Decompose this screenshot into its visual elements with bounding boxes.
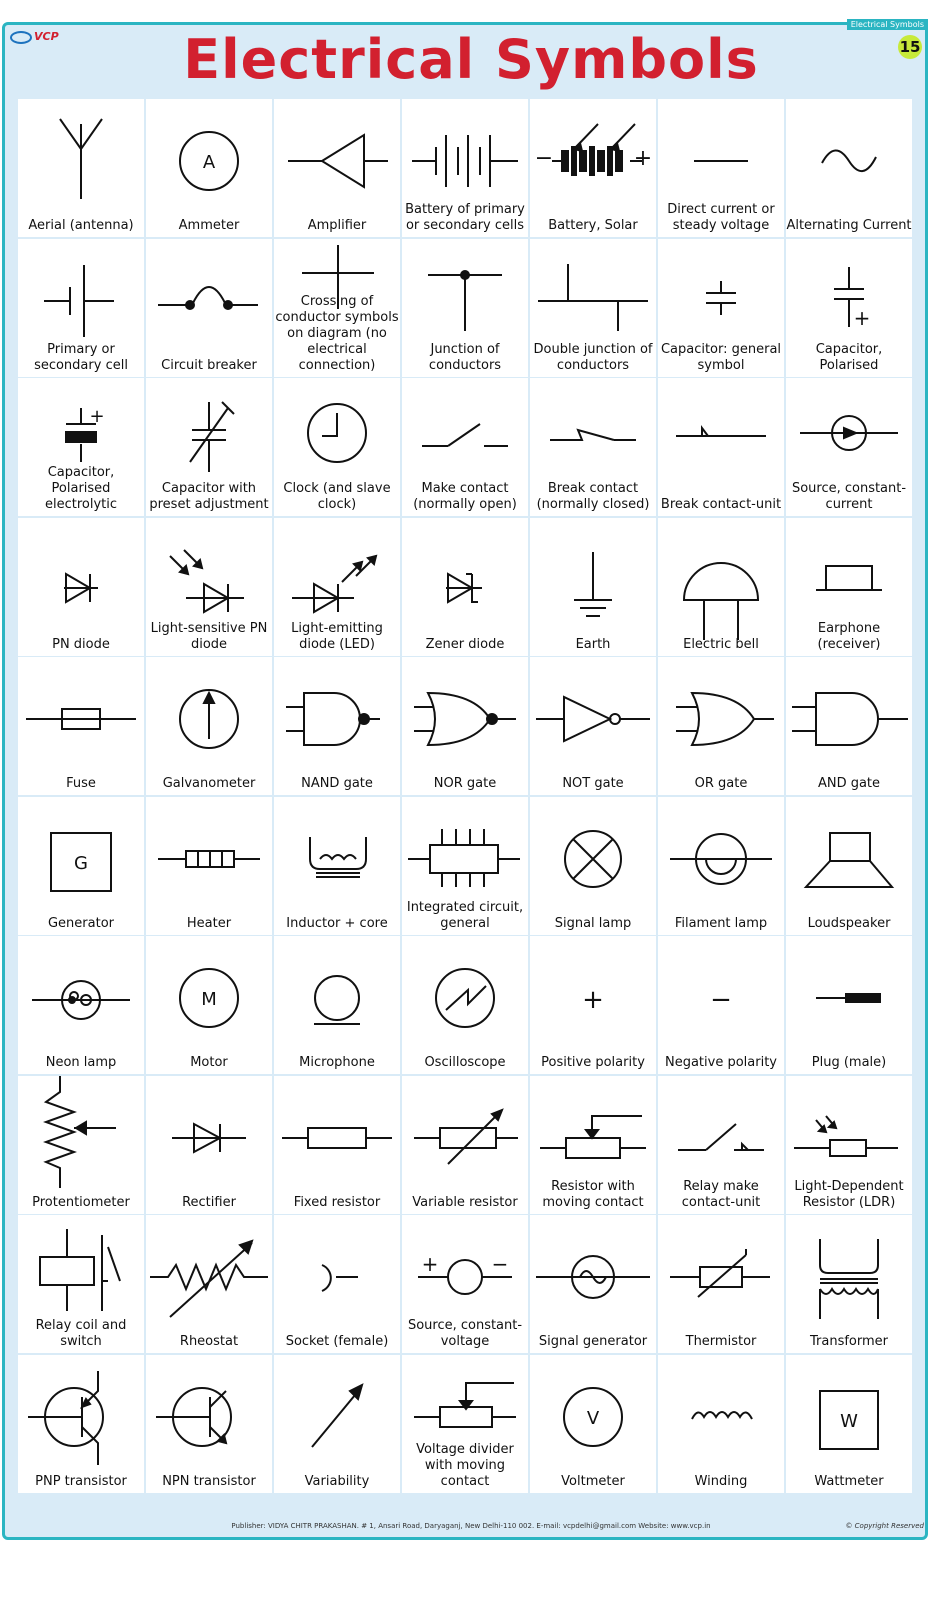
symbol-label-voltage-divider: Voltage divider with moving contact bbox=[416, 1441, 514, 1489]
rectifier-icon bbox=[146, 1076, 272, 1214]
socket-female-icon bbox=[274, 1215, 400, 1353]
symbol-cell-resistor-moving-contact bbox=[530, 1076, 656, 1214]
symbol-cell-microphone bbox=[274, 936, 400, 1074]
symbol-label-potentiometer: Protentiometer bbox=[32, 1194, 130, 1210]
transformer-icon bbox=[786, 1215, 912, 1353]
symbol-cell-motor bbox=[146, 936, 272, 1074]
capacitor-electrolytic-glyph-plus: + bbox=[89, 406, 105, 427]
symbol-cell-electric-bell bbox=[658, 518, 784, 656]
symbol-label-motor: Motor bbox=[190, 1055, 228, 1070]
capacitor-polarised-glyph-plus: + bbox=[853, 305, 871, 330]
variable-resistor-icon bbox=[402, 1076, 528, 1214]
oscilloscope-icon bbox=[402, 936, 528, 1074]
battery-solar-glyph-plus: + bbox=[633, 146, 653, 171]
wattmeter-glyph: W bbox=[840, 1410, 858, 1432]
electric-bell-icon bbox=[658, 518, 784, 656]
symbol-grid bbox=[18, 99, 928, 1519]
symbol-cell-galvanometer bbox=[146, 657, 272, 795]
potentiometer-icon bbox=[18, 1076, 144, 1214]
alternating-current-icon bbox=[786, 99, 912, 237]
galvanometer-icon bbox=[146, 657, 272, 795]
inductor-core-icon bbox=[274, 797, 400, 935]
symbol-cell-integrated-circuit bbox=[402, 797, 528, 935]
symbol-label-make-contact: Make contact (normally open) bbox=[413, 481, 517, 512]
voltmeter-icon bbox=[530, 1355, 656, 1493]
amplifier-icon bbox=[274, 99, 400, 237]
symbol-cell-source-constant-current bbox=[786, 378, 912, 516]
symbol-label-crossing-conductors: Crossing of conductor symbols on diagram (no electrical connection) bbox=[275, 293, 399, 373]
symbol-label-zener-diode: Zener diode bbox=[425, 636, 505, 652]
symbol-label-galvanometer: Galvanometer bbox=[162, 776, 256, 791]
corner-tag: Electrical Symbols bbox=[847, 19, 928, 30]
source-constant-voltage-glyph-minus: − bbox=[491, 1252, 509, 1276]
negative-polarity-glyph: − bbox=[710, 985, 732, 1015]
symbol-cell-nor-gate bbox=[402, 657, 528, 795]
symbol-label-signal-lamp: Signal lamp bbox=[554, 915, 632, 931]
symbol-label-fuse: Fuse bbox=[66, 776, 96, 791]
symbol-cell-ammeter bbox=[146, 99, 272, 237]
symbol-label-pnp-transistor: PNP transistor bbox=[35, 1473, 127, 1489]
symbol-cell-source-constant-voltage bbox=[402, 1215, 528, 1353]
symbol-cell-inductor-core bbox=[274, 797, 400, 935]
voltmeter-glyph: V bbox=[586, 1407, 600, 1429]
symbol-cell-loudspeaker bbox=[786, 797, 912, 935]
symbol-cell-pnp-transistor bbox=[18, 1355, 144, 1493]
symbol-label-negative-polarity: Negative polarity bbox=[664, 1055, 777, 1070]
symbol-label-socket-female: Socket (female) bbox=[285, 1334, 389, 1349]
symbol-label-battery: Battery of primary or secondary cells bbox=[405, 202, 525, 233]
symbol-cell-direct-current bbox=[658, 99, 784, 237]
symbol-label-break-contact: Break contact (normally closed) bbox=[536, 481, 650, 512]
symbol-label-earphone: Earphone (receiver) bbox=[817, 620, 881, 652]
symbol-cell-clock bbox=[274, 378, 400, 516]
circuit-breaker-icon bbox=[146, 239, 272, 377]
symbol-label-ldr: Light-Dependent Resistor (LDR) bbox=[794, 1178, 904, 1210]
symbol-label-plug-male: Plug (male) bbox=[811, 1055, 887, 1070]
symbol-cell-generator bbox=[18, 797, 144, 935]
symbol-cell-capacitor-preset bbox=[146, 378, 272, 516]
symbol-cell-fuse bbox=[18, 657, 144, 795]
symbol-cell-aerial bbox=[18, 99, 144, 237]
symbol-label-variable-resistor: Variable resistor bbox=[412, 1194, 518, 1210]
aerial-icon bbox=[18, 99, 144, 237]
symbol-cell-battery-solar bbox=[530, 99, 656, 237]
and-gate-icon bbox=[786, 657, 912, 795]
symbol-label-circuit-breaker: Circuit breaker bbox=[161, 357, 257, 373]
symbol-label-winding: Winding bbox=[694, 1473, 748, 1489]
symbol-cell-alternating-current bbox=[786, 99, 912, 237]
symbol-label-source-constant-voltage: Source, constant-voltage bbox=[407, 1318, 523, 1349]
symbol-cell-primary-cell bbox=[18, 239, 144, 377]
zener-diode-icon bbox=[402, 518, 528, 656]
ammeter-icon bbox=[146, 99, 272, 237]
symbol-cell-positive-polarity bbox=[530, 936, 656, 1074]
symbol-cell-voltmeter bbox=[530, 1355, 656, 1493]
logo-text: VCP bbox=[34, 30, 59, 43]
symbol-label-rectifier: Rectifier bbox=[182, 1194, 236, 1210]
symbol-label-double-junction: Double junction of conductors bbox=[533, 341, 653, 373]
symbol-cell-thermistor bbox=[658, 1215, 784, 1353]
symbol-label-and-gate: AND gate bbox=[817, 776, 881, 791]
signal-lamp-icon bbox=[530, 797, 656, 935]
symbol-cell-break-contact-unit bbox=[658, 378, 784, 516]
symbol-label-microphone: Microphone bbox=[299, 1055, 375, 1070]
break-contact-unit-icon bbox=[658, 378, 784, 516]
motor-icon bbox=[146, 936, 272, 1074]
loudspeaker-icon bbox=[786, 797, 912, 935]
symbol-label-light-sensitive-diode: Light-sensitive PN diode bbox=[150, 620, 268, 652]
fuse-icon bbox=[18, 657, 144, 795]
wattmeter-icon bbox=[786, 1355, 912, 1493]
symbol-cell-capacitor-general bbox=[658, 239, 784, 377]
symbol-label-nor-gate: NOR gate bbox=[433, 776, 497, 791]
symbol-cell-led bbox=[274, 518, 400, 656]
symbol-label-signal-generator: Signal generator bbox=[538, 1334, 648, 1349]
symbol-label-source-constant-current: Source, constant-current bbox=[791, 481, 907, 512]
symbol-label-variability: Variability bbox=[304, 1473, 370, 1489]
symbol-cell-variable-resistor bbox=[402, 1076, 528, 1214]
symbol-cell-make-contact bbox=[402, 378, 528, 516]
symbol-label-or-gate: OR gate bbox=[694, 776, 748, 791]
pn-diode-icon bbox=[18, 518, 144, 656]
negative-polarity-icon bbox=[658, 936, 784, 1074]
symbol-cell-variability bbox=[274, 1355, 400, 1493]
neon-lamp-icon bbox=[18, 936, 144, 1074]
symbol-label-ammeter: Ammeter bbox=[178, 218, 240, 233]
symbol-label-pn-diode: PN diode bbox=[52, 636, 110, 652]
page-number: 15 bbox=[898, 35, 922, 59]
symbol-cell-double-junction bbox=[530, 239, 656, 377]
symbol-cell-negative-polarity bbox=[658, 936, 784, 1074]
nand-gate-icon bbox=[274, 657, 400, 795]
not-gate-icon bbox=[530, 657, 656, 795]
symbol-cell-ldr bbox=[786, 1076, 912, 1214]
symbol-label-clock: Clock (and slave clock) bbox=[283, 481, 391, 512]
symbol-cell-crossing-conductors bbox=[274, 239, 400, 377]
symbol-cell-signal-lamp bbox=[530, 797, 656, 935]
symbol-cell-neon-lamp bbox=[18, 936, 144, 1074]
symbol-cell-battery bbox=[402, 99, 528, 237]
rheostat-icon bbox=[146, 1215, 272, 1353]
symbol-label-alternating-current: Alternating Current bbox=[786, 218, 912, 233]
symbol-cell-capacitor-electrolytic bbox=[18, 378, 144, 516]
microphone-icon bbox=[274, 936, 400, 1074]
symbol-label-generator: Generator bbox=[47, 915, 114, 931]
source-constant-voltage-glyph-plus: + bbox=[421, 1252, 439, 1276]
symbol-cell-nand-gate bbox=[274, 657, 400, 795]
symbol-cell-transformer bbox=[786, 1215, 912, 1353]
symbol-label-wattmeter: Wattmeter bbox=[814, 1473, 884, 1489]
symbol-cell-potentiometer bbox=[18, 1076, 144, 1214]
symbol-label-oscilloscope: Oscilloscope bbox=[424, 1055, 506, 1070]
symbol-cell-filament-lamp bbox=[658, 797, 784, 935]
symbol-label-loudspeaker: Loudspeaker bbox=[807, 915, 891, 931]
symbol-label-amplifier: Amplifier bbox=[307, 218, 367, 233]
symbol-label-capacitor-general: Capacitor: general symbol bbox=[660, 341, 782, 373]
symbol-cell-junction-conductors bbox=[402, 239, 528, 377]
publisher-footer: Publisher: VIDYA CHITR PRAKASHAN. # 1, Ansari Road, Daryaganj, New Delhi-110 002. E-mail: vcpdelhi@gmail.com Website: www.vcp.in bbox=[231, 1522, 711, 1530]
symbol-label-primary-cell: Primary or secondary cell bbox=[34, 341, 128, 373]
symbol-label-nand-gate: NAND gate bbox=[301, 776, 373, 791]
symbol-label-capacitor-preset: Capacitor with preset adjustment bbox=[149, 481, 269, 512]
symbol-label-break-contact-unit: Break contact-unit bbox=[660, 497, 782, 512]
symbol-label-inductor-core: Inductor + core bbox=[286, 915, 388, 931]
symbol-label-npn-transistor: NPN transistor bbox=[162, 1473, 256, 1489]
symbol-cell-not-gate bbox=[530, 657, 656, 795]
symbol-cell-rectifier bbox=[146, 1076, 272, 1214]
symbol-label-transformer: Transformer bbox=[809, 1334, 888, 1349]
symbol-cell-oscilloscope bbox=[402, 936, 528, 1074]
symbol-label-integrated-circuit: Integrated circuit, general bbox=[406, 899, 524, 931]
symbol-label-electric-bell: Electric bell bbox=[683, 636, 759, 652]
symbol-label-thermistor: Thermistor bbox=[685, 1334, 757, 1349]
generator-glyph: G bbox=[74, 852, 88, 874]
symbol-cell-capacitor-polarised bbox=[786, 239, 912, 377]
page-title: Electrical Symbols bbox=[183, 28, 759, 91]
symbol-label-battery-solar: Battery, Solar bbox=[548, 218, 638, 233]
symbol-label-capacitor-polarised: Capacitor, Polarised bbox=[815, 341, 883, 373]
symbol-label-filament-lamp: Filament lamp bbox=[674, 915, 768, 931]
symbol-cell-earphone bbox=[786, 518, 912, 656]
positive-polarity-icon bbox=[530, 936, 656, 1074]
generator-icon bbox=[18, 797, 144, 935]
copyright: © Copyright Reserved bbox=[845, 1522, 924, 1530]
symbol-label-positive-polarity: Positive polarity bbox=[541, 1055, 645, 1070]
or-gate-icon bbox=[658, 657, 784, 795]
symbol-cell-plug-male bbox=[786, 936, 912, 1074]
symbol-cell-signal-generator bbox=[530, 1215, 656, 1353]
symbol-cell-relay-make-contact bbox=[658, 1076, 784, 1214]
symbol-label-relay-coil-switch: Relay coil and switch bbox=[35, 1318, 127, 1349]
pnp-transistor-icon bbox=[18, 1355, 144, 1493]
symbol-label-earth: Earth bbox=[575, 636, 611, 652]
symbol-cell-and-gate bbox=[786, 657, 912, 795]
symbol-label-voltmeter: Voltmeter bbox=[561, 1473, 625, 1489]
ammeter-glyph: A bbox=[202, 152, 216, 173]
symbol-cell-socket-female bbox=[274, 1215, 400, 1353]
battery-solar-icon bbox=[530, 99, 656, 237]
thermistor-icon bbox=[658, 1215, 784, 1353]
symbol-cell-heater bbox=[146, 797, 272, 935]
symbol-label-fixed-resistor: Fixed resistor bbox=[293, 1194, 381, 1210]
symbol-label-junction-conductors: Junction of conductors bbox=[428, 341, 502, 373]
fixed-resistor-icon bbox=[274, 1076, 400, 1214]
motor-glyph: M bbox=[201, 989, 217, 1010]
symbol-cell-npn-transistor bbox=[146, 1355, 272, 1493]
npn-transistor-icon bbox=[146, 1355, 272, 1493]
symbol-label-not-gate: NOT gate bbox=[562, 776, 624, 791]
symbol-label-resistor-moving-contact: Resistor with moving contact bbox=[542, 1178, 644, 1210]
symbol-cell-pn-diode bbox=[18, 518, 144, 656]
battery-solar-glyph-minus: − bbox=[534, 146, 554, 171]
filament-lamp-icon bbox=[658, 797, 784, 935]
winding-icon bbox=[658, 1355, 784, 1493]
variability-icon bbox=[274, 1355, 400, 1493]
symbol-label-rheostat: Rheostat bbox=[179, 1334, 239, 1349]
signal-generator-icon bbox=[530, 1215, 656, 1353]
symbol-cell-zener-diode bbox=[402, 518, 528, 656]
symbol-label-aerial: Aerial (antenna) bbox=[28, 218, 134, 233]
symbol-cell-rheostat bbox=[146, 1215, 272, 1353]
symbol-cell-voltage-divider bbox=[402, 1355, 528, 1493]
positive-polarity-glyph: + bbox=[582, 985, 604, 1015]
heater-icon bbox=[146, 797, 272, 935]
symbol-cell-earth bbox=[530, 518, 656, 656]
symbol-label-heater: Heater bbox=[186, 915, 232, 931]
symbol-label-direct-current: Direct current or steady voltage bbox=[667, 202, 775, 233]
symbol-cell-amplifier bbox=[274, 99, 400, 237]
symbol-cell-break-contact bbox=[530, 378, 656, 516]
symbol-cell-or-gate bbox=[658, 657, 784, 795]
earth-icon bbox=[530, 518, 656, 656]
symbol-label-capacitor-electrolytic: Capacitor, Polarised electrolytic bbox=[44, 465, 118, 512]
symbol-cell-light-sensitive-diode bbox=[146, 518, 272, 656]
symbol-cell-relay-coil-switch bbox=[18, 1215, 144, 1353]
symbol-label-relay-make-contact: Relay make contact-unit bbox=[681, 1178, 761, 1210]
symbol-label-led: Light-emitting diode (LED) bbox=[291, 620, 383, 652]
symbol-cell-fixed-resistor bbox=[274, 1076, 400, 1214]
plug-male-icon bbox=[786, 936, 912, 1074]
nor-gate-icon bbox=[402, 657, 528, 795]
symbol-cell-winding bbox=[658, 1355, 784, 1493]
symbol-label-neon-lamp: Neon lamp bbox=[45, 1055, 117, 1070]
symbol-cell-wattmeter bbox=[786, 1355, 912, 1493]
symbol-cell-circuit-breaker bbox=[146, 239, 272, 377]
